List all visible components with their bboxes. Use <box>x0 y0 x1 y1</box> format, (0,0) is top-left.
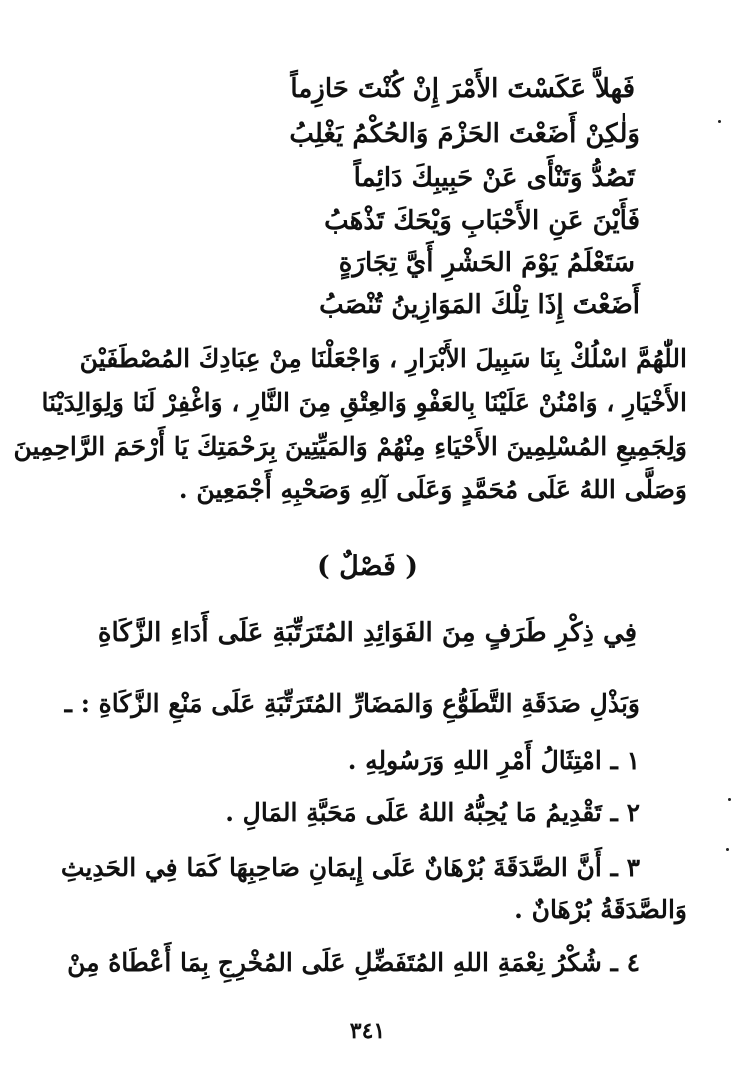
prayer-line-2: الأَخْيَارِ ، وَامْنُنْ عَلَيْنَا بِالعَفْوِ وَالعِتْقِ مِنَ النَّارِ ، وَاغْفِرْ لَنَا وَلِوَالِدَيْنَا <box>41 388 687 417</box>
intro-line: وَبَذْلِ صَدَقَةِ التَّطَوُّعِ وَالمَضَارِّ المُتَرَتِّبَةِ عَلَى مَنْعِ الزَّكَاةِ : ـ <box>64 689 640 718</box>
list-item-3-continued: وَالصَّدَقَةُ بُرْهَانٌ . <box>514 895 687 924</box>
poem-line-2: وَلٰكِنْ أَضَعْتَ الحَزْمَ وَالحُكْمُ يَغْلِبُ <box>289 119 640 149</box>
poem-line-5: سَتَعْلَمُ يَوْمَ الحَشْرِ أَيَّ تِجَارَةٍ <box>338 248 635 278</box>
poem-line-4: فَأَيْنَ عَنِ الأَحْبَابِ وَيْحَكَ تَذْهَبُ <box>324 206 640 236</box>
scan-speck <box>718 120 721 123</box>
scan-speck <box>728 798 731 801</box>
poem-line-6: أَضَعْتَ إِذَا تِلْكَ المَوَازِينُ تُنْصَبُ <box>319 290 640 320</box>
section-title: فِي ذِكْرِ طَرَفٍ مِنَ الفَوَائِدِ المُتَرَتِّبَةِ عَلَى أَدَاءِ الزَّكَاةِ <box>97 618 638 648</box>
poem-line-1: فَهلاَّ عَكَسْتَ الأَمْرَ إِنْ كُنْتَ حَازِماً <box>290 74 635 104</box>
list-item-4: ٤ ـ شُكْرُ نِعْمَةِ اللهِ المُتَفَضِّلِ عَلَى المُخْرِجِ بِمَا أَعْطَاهُ مِنْ <box>67 948 640 977</box>
prayer-line-1: اللّٰهُمَّ اسْلُكْ بِنَا سَبِيلَ الأَبْرَارِ ، وَاجْعَلْنَا مِنْ عِبَادِكَ المُصْطَفَيْنَ <box>79 344 687 373</box>
prayer-line-4: وَصَلَّى اللهُ عَلَى مُحَمَّدٍ وَعَلَى آلِهِ وَصَحْبِهِ أَجْمَعِينَ . <box>178 475 687 504</box>
list-item-3: ٣ ـ أَنَّ الصَّدَقَةَ بُرْهَانٌ عَلَى إِيمَانِ صَاحِبِهَا كَمَا فِي الحَدِيثِ <box>60 853 640 882</box>
section-heading: ( فَصْلٌ ) <box>316 551 419 582</box>
page-number: ٣٤١ <box>349 1018 386 1044</box>
poem-line-3: تَصُدُّ وَتَنْأَى عَنْ حَبِيبِكَ دَائِماً <box>353 163 635 193</box>
scan-speck <box>726 848 729 851</box>
list-item-2: ٢ ـ تَقْدِيمُ مَا يُحِبُّهُ اللهُ عَلَى مَحَبَّةِ المَالِ . <box>225 798 640 827</box>
list-item-1: ١ ـ امْتِثَالُ أَمْرِ اللهِ وَرَسُولِهِ . <box>347 746 640 775</box>
prayer-line-3: وَلِجَمِيعِ المُسْلِمِينَ الأَحْيَاءِ مِنْهُمْ وَالمَيِّتِينَ بِرَحْمَتِكَ يَا أَرْحَمَ الرَّاحِمِينَ <box>13 432 687 461</box>
